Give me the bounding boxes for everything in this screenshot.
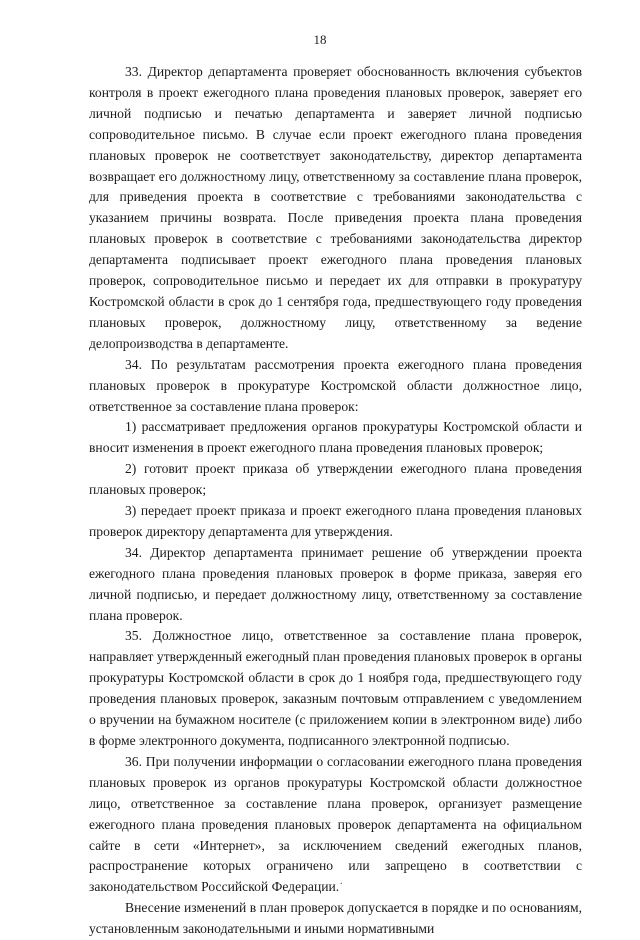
- paragraph-35: 35. Должностное лицо, ответственное за составление плана проверок, направляет утвержденный ежегодный план проведения плановых проверок в органы прокуратуры Костромской области в срок до 1 ноября года, предшествующего году проведения плановых проверок, заказным почтовым отправлением с уведомлением о вручении на бумажном носителе (с приложением копии в электронном виде) либо в форме электронного документа, подписанного электронной подписью.: [89, 628, 582, 748]
- paragraph-34-intro: 34. По результатам рассмотрения проекта ежегодного плана проведения плановых проверок в прокуратуре Костромской области должностное лицо, ответственное за составление плана проверок:: [89, 356, 582, 414]
- bottom-mark: .: [340, 876, 343, 887]
- paragraph-33: 33. Директор департамента проверяет обоснованность включения субъектов контроля в проект ежегодного плана проведения плановых проверок, заверяет его личной подписью и печатью департамента и заверяет личной подписью сопроводительное письмо. В случае если проект ежегодного плана проведения плановых проверок не соответствует законодательству, директор департамента возвращает его должностному лицу, ответственному за составление плана проверок, для приведения проекта в соответствие с требованиями законодательства с указанием причины возврата. После приведения проекта плана проведения плановых проверок в соответствие с требованиями законодательства директор департамента подписывает проект ежегодного плана проведения плановых проверок, сопроводительное письмо и передает их для отправки в прокуратуру Костромской области в срок до 1 сентября года, предшествующего году проведения плановых проверок, должностному лицу, ответственному за ведение делопроизводства в департаменте.: [89, 64, 582, 351]
- paragraph-amendments: Внесение изменений в план проверок допускается в порядке и по основаниям, установленным законодательными и иными нормативными: [89, 900, 582, 937]
- page-number: 18: [313, 32, 327, 47]
- paragraph-34-item-1: 1) рассматривает предложения органов прокуратуры Костромской области и вносит изменения в проект ежегодного плана проведения плановых проверок;: [89, 419, 582, 456]
- paragraph-36: 36. При получении информации о согласовании ежегодного плана проведения плановых проверок из органов прокуратуры Костромской области должностное лицо, ответственное за составление плана проверок, организует размещение ежегодного плана проведения плановых проверок департамента на официальном сайте в сети «Интернет», за исключением сведений ежегодных планов, распространение которых ограничено или запрещено в соответствии с законодательством Российской Федерации.: [89, 753, 582, 895]
- paragraph-34-item-3: 3) передает проект приказа и проект ежегодного плана проведения плановых проверок директору департамента для утверждения.: [89, 503, 582, 539]
- paragraph-34-item-2: 2) готовит проект приказа об утверждении ежегодного плана проведения плановых проверок;: [89, 461, 582, 498]
- document-body: [89, 62, 582, 940]
- paragraph-34-approval: 34. Директор департамента принимает решение об утверждении проекта ежегодного плана проведения плановых проверок в форме приказа, заверяя его личной подписью, и передает должностному лицу, ответственному за составление плана проверок.: [89, 544, 582, 623]
